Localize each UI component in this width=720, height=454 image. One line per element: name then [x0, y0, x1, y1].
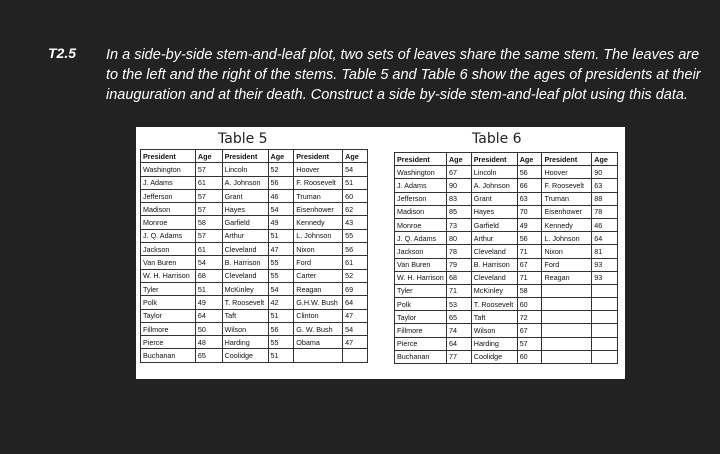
age-cell: 77 — [446, 350, 471, 363]
age-cell: 57 — [195, 189, 222, 202]
president-cell: Washington — [395, 166, 447, 179]
table-row — [141, 176, 368, 189]
president-cell: F. Roosevelt — [542, 179, 592, 192]
president-cell: Lincoln — [471, 166, 517, 179]
age-cell: 57 — [195, 163, 222, 176]
president-cell: Van Buren — [395, 258, 447, 271]
president-cell — [294, 349, 343, 362]
age-cell: 56 — [268, 176, 294, 189]
age-cell: 56 — [343, 243, 368, 256]
president-cell: A. Johnson — [471, 179, 517, 192]
age-cell: 56 — [517, 166, 542, 179]
age-cell: 52 — [343, 269, 368, 282]
age-cell — [343, 349, 368, 362]
table6-header-cell: President — [542, 153, 592, 166]
age-cell: 71 — [446, 284, 471, 297]
table6-title: Table 6 — [472, 131, 522, 147]
age-cell: 55 — [268, 256, 294, 269]
president-cell: Wilson — [222, 322, 268, 335]
age-cell: 90 — [592, 166, 618, 179]
table6-header-cell: Age — [446, 153, 471, 166]
age-cell: 88 — [592, 192, 618, 205]
president-cell — [542, 337, 592, 350]
age-cell: 80 — [446, 232, 471, 245]
table5 — [140, 149, 368, 363]
president-cell: Jackson — [141, 243, 196, 256]
president-cell: Pierce — [395, 337, 447, 350]
president-cell: Cleveland — [222, 243, 268, 256]
age-cell: 42 — [268, 296, 294, 309]
age-cell: 49 — [195, 296, 222, 309]
president-cell: Reagan — [542, 271, 592, 284]
table-row — [395, 298, 618, 311]
age-cell: 60 — [517, 298, 542, 311]
table5-header-cell: President — [294, 150, 343, 163]
age-cell: 47 — [268, 243, 294, 256]
president-cell: Cleveland — [471, 245, 517, 258]
president-cell: Buchanan — [395, 350, 447, 363]
president-cell: Truman — [294, 189, 343, 202]
table6-header-cell: President — [395, 153, 447, 166]
table-row — [141, 269, 368, 282]
president-cell: Grant — [222, 189, 268, 202]
president-cell: G.H.W. Bush — [294, 296, 343, 309]
table-row — [395, 232, 618, 245]
president-cell: Taft — [222, 309, 268, 322]
age-cell: 69 — [343, 282, 368, 295]
age-cell: 74 — [446, 324, 471, 337]
age-cell: 78 — [446, 245, 471, 258]
president-cell: Fillmore — [395, 324, 447, 337]
president-cell: Monroe — [395, 218, 447, 231]
president-cell: Kennedy — [294, 216, 343, 229]
president-cell: Arthur — [222, 229, 268, 242]
president-cell: Carter — [294, 269, 343, 282]
table-row — [395, 324, 618, 337]
age-cell: 51 — [195, 282, 222, 295]
age-cell: 62 — [343, 203, 368, 216]
president-cell — [542, 284, 592, 297]
problem-label: T2.5 — [48, 45, 77, 61]
table5-header-cell: Age — [268, 150, 294, 163]
president-cell: Pierce — [141, 336, 196, 349]
table-row — [141, 163, 368, 176]
tables-panel — [136, 127, 625, 379]
age-cell: 47 — [343, 336, 368, 349]
table-row — [395, 311, 618, 324]
age-cell: 65 — [195, 349, 222, 362]
president-cell: McKinley — [471, 284, 517, 297]
age-cell: 73 — [446, 218, 471, 231]
table-row — [141, 189, 368, 202]
table-row — [141, 216, 368, 229]
president-cell — [542, 298, 592, 311]
age-cell: 56 — [268, 322, 294, 335]
age-cell — [592, 337, 618, 350]
president-cell: Harding — [222, 336, 268, 349]
age-cell: 57 — [195, 203, 222, 216]
table-row — [395, 258, 618, 271]
age-cell — [592, 324, 618, 337]
age-cell: 93 — [592, 258, 618, 271]
age-cell: 90 — [446, 179, 471, 192]
president-cell: Taylor — [141, 309, 196, 322]
age-cell: 63 — [517, 192, 542, 205]
president-cell: L. Johnson — [294, 229, 343, 242]
age-cell: 51 — [268, 349, 294, 362]
president-cell: Lincoln — [222, 163, 268, 176]
age-cell: 64 — [446, 337, 471, 350]
president-cell: Hoover — [294, 163, 343, 176]
age-cell: 52 — [268, 163, 294, 176]
president-cell: Coolidge — [222, 349, 268, 362]
table-row — [141, 296, 368, 309]
president-cell: Jackson — [395, 245, 447, 258]
age-cell: 79 — [446, 258, 471, 271]
president-cell: Kennedy — [542, 218, 592, 231]
president-cell: Harding — [471, 337, 517, 350]
problem-text: In a side-by-side stem-and-leaf plot, two sets of leaves share the same stem. The leaves are to the left and the right of the stems. Table 5 and Table 6 show the ages of presidents at their inauguration and at their death. Construct a side by-side stem-and-leaf plot using this data. — [106, 47, 701, 103]
table5-header-cell: President — [141, 150, 196, 163]
president-cell: Hayes — [471, 205, 517, 218]
age-cell: 71 — [517, 271, 542, 284]
age-cell: 46 — [592, 218, 618, 231]
age-cell: 58 — [195, 216, 222, 229]
age-cell: 51 — [268, 229, 294, 242]
age-cell: 48 — [195, 336, 222, 349]
age-cell: 67 — [446, 166, 471, 179]
president-cell: Polk — [395, 298, 447, 311]
president-cell: Wilson — [471, 324, 517, 337]
age-cell: 57 — [517, 337, 542, 350]
age-cell: 43 — [343, 216, 368, 229]
age-cell: 66 — [517, 179, 542, 192]
president-cell: Truman — [542, 192, 592, 205]
age-cell: 55 — [268, 269, 294, 282]
age-cell: 54 — [195, 256, 222, 269]
president-cell: Hoover — [542, 166, 592, 179]
president-cell — [542, 350, 592, 363]
table6-header-cell: Age — [592, 153, 618, 166]
president-cell: Buchanan — [141, 349, 196, 362]
president-cell: McKinley — [222, 282, 268, 295]
table-row — [395, 205, 618, 218]
age-cell: 78 — [592, 205, 618, 218]
president-cell: J. Adams — [395, 179, 447, 192]
president-cell: Eisenhower — [542, 205, 592, 218]
president-cell: Taylor — [395, 311, 447, 324]
president-cell: B. Harrison — [222, 256, 268, 269]
age-cell — [592, 284, 618, 297]
age-cell: 64 — [195, 309, 222, 322]
age-cell — [592, 298, 618, 311]
age-cell: 57 — [195, 229, 222, 242]
table-row — [395, 350, 618, 363]
age-cell: 85 — [446, 205, 471, 218]
table6-header-cell: Age — [517, 153, 542, 166]
president-cell: Van Buren — [141, 256, 196, 269]
age-cell: 64 — [343, 296, 368, 309]
age-cell: 49 — [268, 216, 294, 229]
table-row — [141, 282, 368, 295]
age-cell: 51 — [268, 309, 294, 322]
age-cell: 50 — [195, 322, 222, 335]
president-cell: Jefferson — [141, 189, 196, 202]
table-row — [395, 337, 618, 350]
president-cell: Cleveland — [471, 271, 517, 284]
age-cell: 83 — [446, 192, 471, 205]
president-cell: Madison — [141, 203, 196, 216]
table5-header-cell: President — [222, 150, 268, 163]
age-cell: 67 — [517, 258, 542, 271]
president-cell: W. H. Harrison — [141, 269, 196, 282]
table-row — [141, 229, 368, 242]
president-cell: Washington — [141, 163, 196, 176]
age-cell: 60 — [517, 350, 542, 363]
age-cell: 56 — [517, 232, 542, 245]
president-cell: Arthur — [471, 232, 517, 245]
table-row — [141, 243, 368, 256]
table-row — [141, 256, 368, 269]
table6-header-row — [395, 153, 618, 166]
table-row — [395, 218, 618, 231]
age-cell: 49 — [517, 218, 542, 231]
table-row — [395, 179, 618, 192]
age-cell: 51 — [343, 176, 368, 189]
president-cell: G. W. Bush — [294, 322, 343, 335]
age-cell: 68 — [195, 269, 222, 282]
president-cell: Jefferson — [395, 192, 447, 205]
president-cell: J. Q. Adams — [141, 229, 196, 242]
president-cell: Tyler — [141, 282, 196, 295]
age-cell: 60 — [343, 189, 368, 202]
age-cell: 68 — [446, 271, 471, 284]
age-cell: 54 — [268, 203, 294, 216]
president-cell: Hayes — [222, 203, 268, 216]
table6 — [394, 152, 618, 364]
table5-header-row — [141, 150, 368, 163]
age-cell — [592, 350, 618, 363]
president-cell: F. Roosevelt — [294, 176, 343, 189]
president-cell: Taft — [471, 311, 517, 324]
president-cell — [542, 324, 592, 337]
table-row — [395, 245, 618, 258]
age-cell: 71 — [517, 245, 542, 258]
age-cell: 70 — [517, 205, 542, 218]
table-row — [141, 309, 368, 322]
age-cell: 54 — [343, 322, 368, 335]
age-cell: 63 — [592, 179, 618, 192]
president-cell: W. H. Harrison — [395, 271, 447, 284]
president-cell: Nixon — [542, 245, 592, 258]
age-cell: 72 — [517, 311, 542, 324]
age-cell: 47 — [343, 309, 368, 322]
age-cell: 53 — [446, 298, 471, 311]
age-cell: 93 — [592, 271, 618, 284]
president-cell: Eisenhower — [294, 203, 343, 216]
age-cell: 55 — [268, 336, 294, 349]
age-cell: 61 — [195, 176, 222, 189]
age-cell: 61 — [195, 243, 222, 256]
age-cell: 54 — [343, 163, 368, 176]
president-cell: Fillmore — [141, 322, 196, 335]
table-row — [395, 284, 618, 297]
president-cell: L. Johnson — [542, 232, 592, 245]
president-cell: A. Johnson — [222, 176, 268, 189]
table-row — [141, 322, 368, 335]
president-cell: Obama — [294, 336, 343, 349]
table5-header-cell: Age — [195, 150, 222, 163]
age-cell: 58 — [517, 284, 542, 297]
table-row — [141, 203, 368, 216]
table5-title: Table 5 — [218, 131, 268, 147]
table-row — [395, 271, 618, 284]
president-cell: Cleveland — [222, 269, 268, 282]
president-cell: Reagan — [294, 282, 343, 295]
president-cell: T. Roosevelt — [471, 298, 517, 311]
president-cell: J. Q. Adams — [395, 232, 447, 245]
president-cell: Garfield — [222, 216, 268, 229]
president-cell: Monroe — [141, 216, 196, 229]
age-cell: 46 — [268, 189, 294, 202]
president-cell: Ford — [542, 258, 592, 271]
president-cell: Nixon — [294, 243, 343, 256]
president-cell: Grant — [471, 192, 517, 205]
president-cell: Madison — [395, 205, 447, 218]
table-row — [141, 336, 368, 349]
president-cell: Ford — [294, 256, 343, 269]
table-row — [395, 166, 618, 179]
president-cell: J. Adams — [141, 176, 196, 189]
age-cell: 55 — [343, 229, 368, 242]
president-cell: T. Roosevelt — [222, 296, 268, 309]
age-cell: 54 — [268, 282, 294, 295]
age-cell: 65 — [446, 311, 471, 324]
age-cell — [592, 311, 618, 324]
age-cell: 61 — [343, 256, 368, 269]
table-row — [395, 192, 618, 205]
president-cell: Polk — [141, 296, 196, 309]
president-cell: Coolidge — [471, 350, 517, 363]
president-cell: B. Harrison — [471, 258, 517, 271]
president-cell: Garfield — [471, 218, 517, 231]
table6-header-cell: President — [471, 153, 517, 166]
president-cell: Tyler — [395, 284, 447, 297]
table-row — [141, 349, 368, 362]
table5-header-cell: Age — [343, 150, 368, 163]
age-cell: 64 — [592, 232, 618, 245]
age-cell: 81 — [592, 245, 618, 258]
age-cell: 67 — [517, 324, 542, 337]
president-cell — [542, 311, 592, 324]
president-cell: Clinton — [294, 309, 343, 322]
